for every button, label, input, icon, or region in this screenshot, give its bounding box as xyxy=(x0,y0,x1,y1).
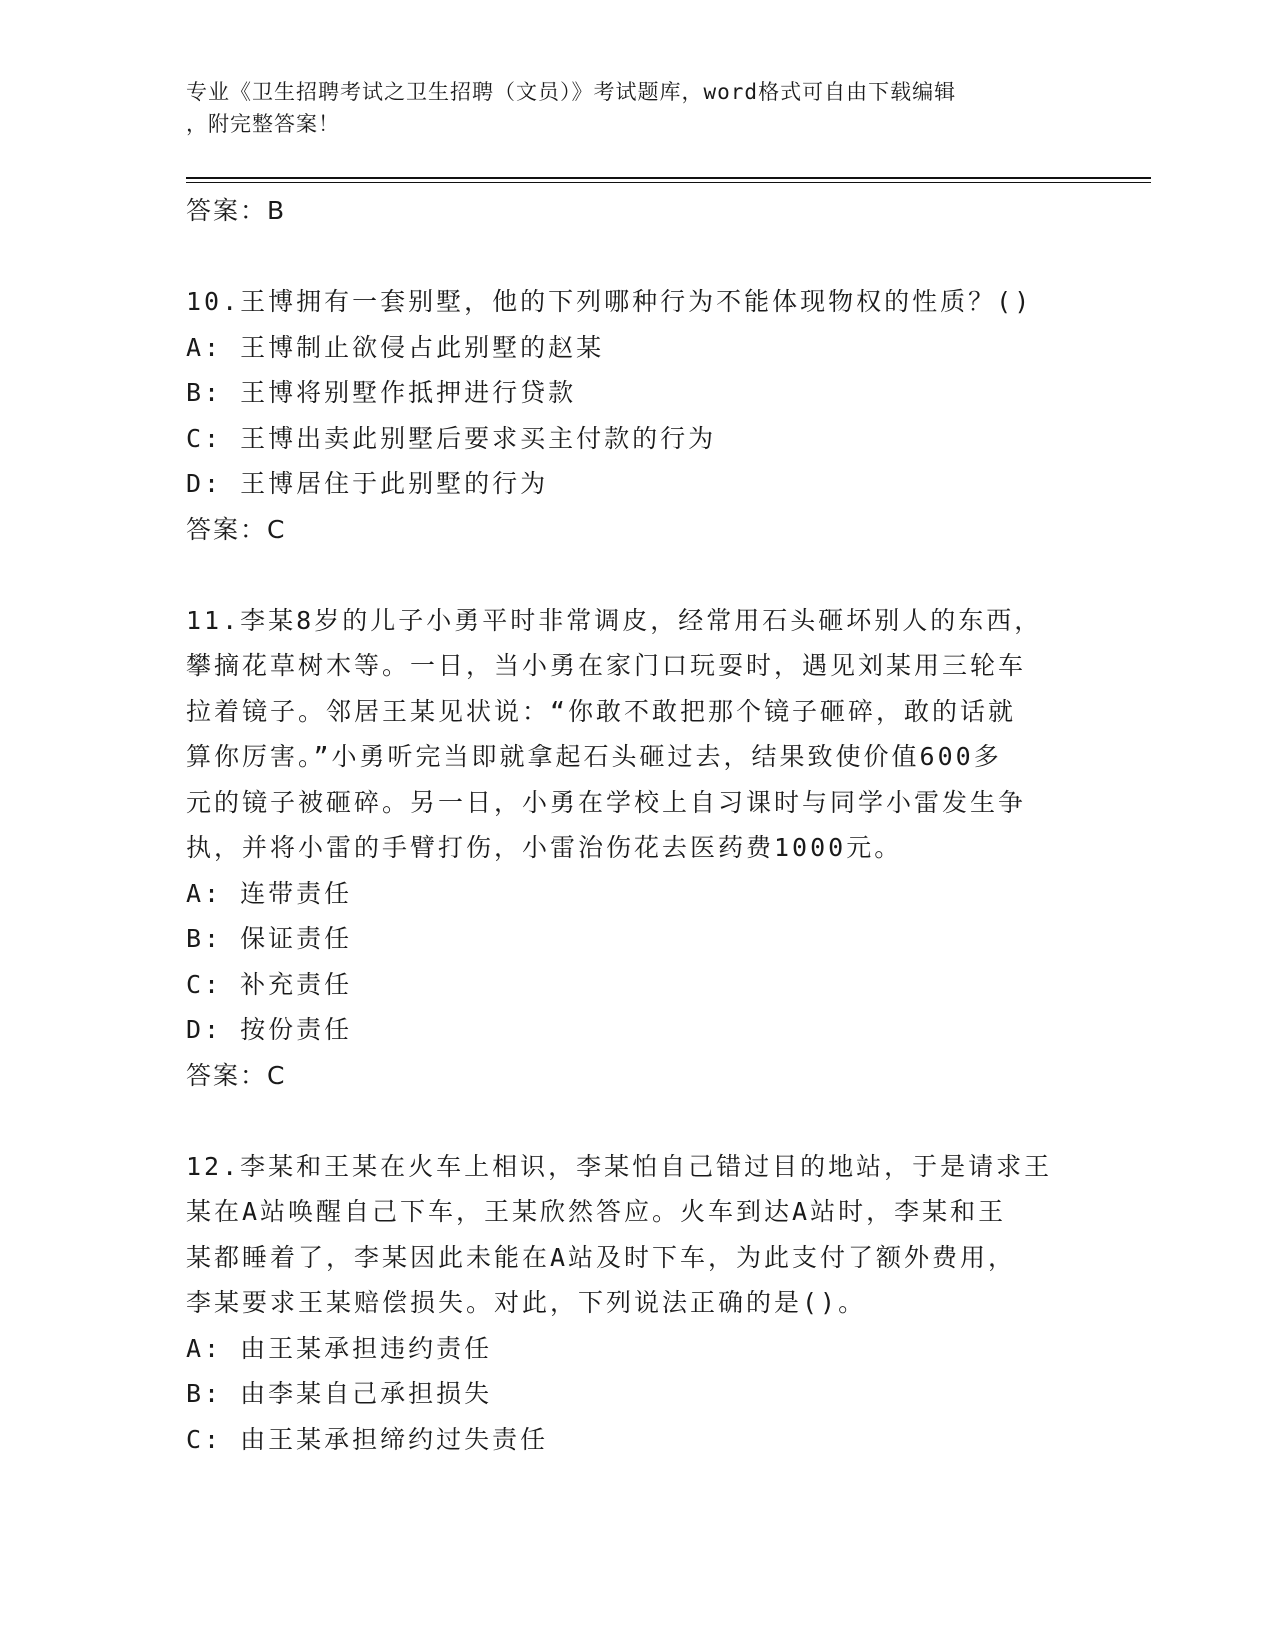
option-c: C: 王博出卖此别墅后要求买主付款的行为 xyxy=(186,423,717,453)
question-text-line: 某都睡着了，李某因此未能在A站及时下车，为此支付了额外费用， xyxy=(186,1242,1017,1272)
question-text-line: 攀摘花草树木等。一日，当小勇在家门口玩耍时，遇见刘某用三轮车 xyxy=(186,651,1027,680)
question-12 xyxy=(186,1144,1086,1463)
question-text-line: 12.李某和王某在火车上相识，李某怕自己错过目的地站，于是请求王 xyxy=(186,1151,1053,1181)
option-c: C: 由王某承担缔约过失责任 xyxy=(186,1424,549,1454)
header-rule-thick xyxy=(186,177,1151,179)
question-text-line: 10.王博拥有一套别墅，他的下列哪种行为不能体现物权的性质？() xyxy=(186,287,1033,316)
option-a: A: 连带责任 xyxy=(186,878,353,908)
page-header xyxy=(186,76,1066,140)
option-a: A: 由王某承担违约责任 xyxy=(186,1333,493,1363)
question-text-line: 11.李某8岁的儿子小勇平时非常调皮，经常用石头砸坏别人的东西， xyxy=(186,605,1043,635)
question-text-line: 拉着镜子。邻居王某见状说：“你敢不敢把那个镜子砸碎，敢的话就 xyxy=(186,696,1017,726)
question-text-line: 算你厉害。”小勇听完当即就拿起石头砸过去，结果致使价值600多 xyxy=(186,742,1002,771)
question-text-line: 元的镜子被砸碎。另一日，小勇在学校上自习课时与同学小雷发生争 xyxy=(186,787,1027,817)
option-d: D: 王博居住于此别墅的行为 xyxy=(186,469,549,498)
spacer xyxy=(186,552,1086,598)
option-d: D: 按份责任 xyxy=(186,1015,353,1044)
option-b: B: 由李某自己承担损失 xyxy=(186,1379,493,1408)
option-a: A: 王博制止欲侵占此别墅的赵某 xyxy=(186,332,605,362)
question-text-line: 某在A站唤醒自己下车，王某欣然答应。火车到达A站时，李某和王 xyxy=(186,1197,1007,1226)
spacer xyxy=(186,234,1086,280)
answer-q11: 答案：C xyxy=(186,1060,287,1090)
document-content xyxy=(186,188,1086,1462)
option-b: B: 王博将别墅作抵押进行贷款 xyxy=(186,378,577,407)
header-line-1: 专业《卫生招聘考试之卫生招聘（文员）》考试题库，word格式可自由下载编辑 xyxy=(186,80,957,104)
header-line-2: ，附完整答案！ xyxy=(186,112,340,136)
answer-q10: 答案：C xyxy=(186,514,287,544)
spacer xyxy=(186,1098,1086,1144)
question-text-line: 李某要求王某赔偿损失。对此，下列说法正确的是()。 xyxy=(186,1288,867,1317)
question-10 xyxy=(186,279,1086,552)
option-b: B: 保证责任 xyxy=(186,924,353,953)
option-c: C: 补充责任 xyxy=(186,969,353,999)
question-text-line: 执，并将小雷的手臂打伤，小雷治伤花去医药费1000元。 xyxy=(186,833,903,862)
question-11 xyxy=(186,598,1086,1099)
header-rule-thin xyxy=(186,182,1151,183)
answer-q9: 答案：B xyxy=(186,196,287,225)
